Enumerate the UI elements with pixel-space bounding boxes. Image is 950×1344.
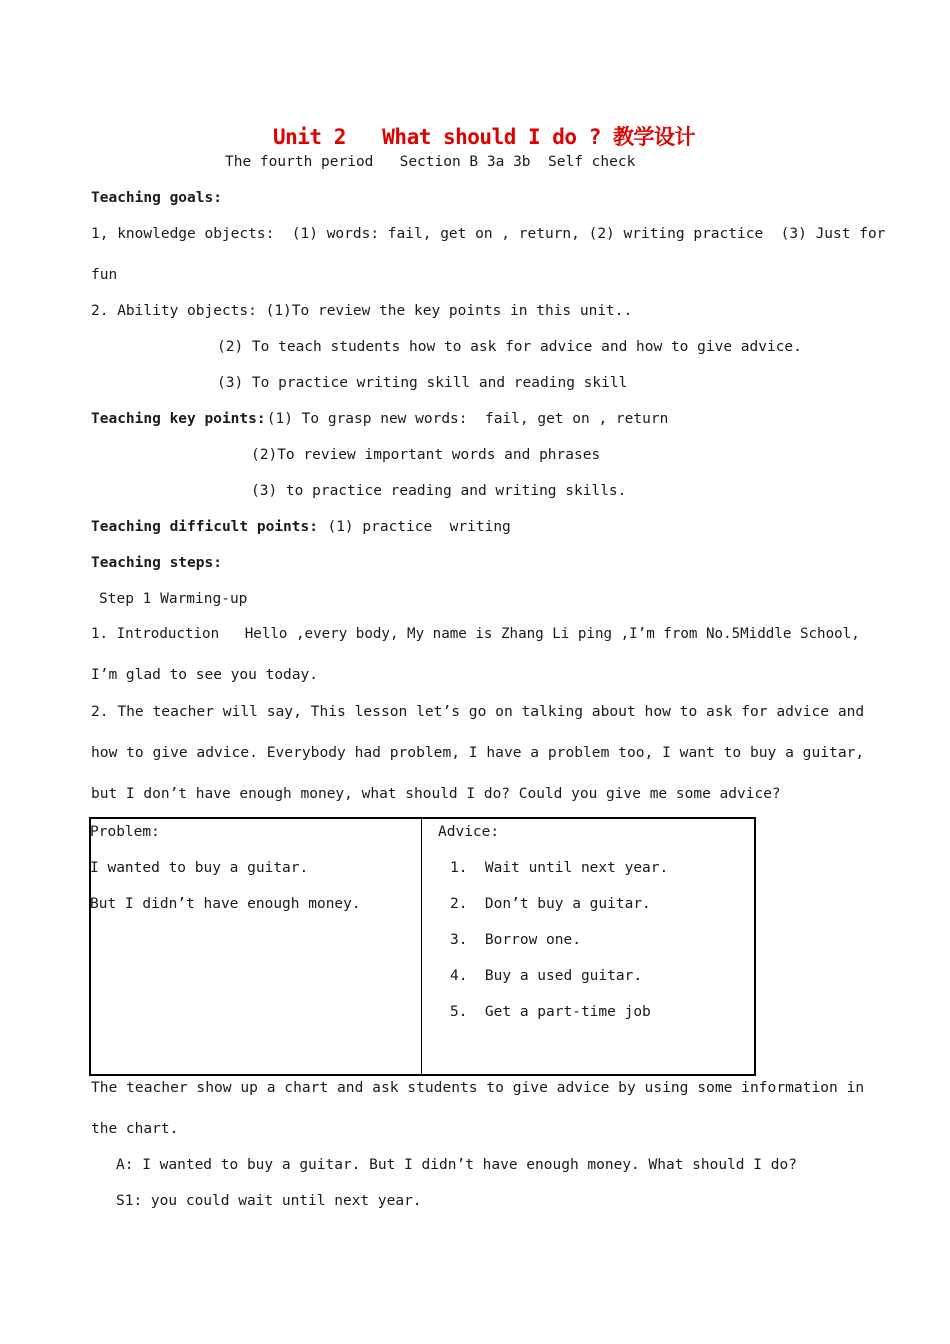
advice-heading: Advice: <box>438 824 500 840</box>
table-column-divider <box>421 819 422 1074</box>
problem-line: But I didn’t have enough money. <box>90 896 361 912</box>
dialog-line-s1: S1: you could wait until next year. <box>116 1193 422 1209</box>
problem-advice-table <box>89 817 756 1076</box>
dialog-line-a: A: I wanted to buy a guitar. But I didn’t have enough money. What should I do? <box>116 1157 797 1173</box>
goals-heading: Teaching goals: <box>91 190 222 206</box>
problem-line: I wanted to buy a guitar. <box>90 860 309 876</box>
after-table-line-1: The teacher show up a chart and ask students to give advice by using some information in <box>91 1079 865 1096</box>
difficult-points-text: (1) practice writing <box>310 519 511 535</box>
key-points-line-3: (3) to practice reading and writing skills. <box>251 483 627 499</box>
advice-item: 3. Borrow one. <box>450 932 581 948</box>
advice-item: 5. Get a part-time job <box>450 1004 651 1020</box>
goals-line-3: (2) To teach students how to ask for advice and how to give advice. <box>217 339 802 355</box>
key-points-line-2: (2)To review important words and phrases <box>251 447 601 463</box>
goals-line-4: (3) To practice writing skill and reading skill <box>217 375 628 391</box>
teacher-line-1: 2. The teacher will say, This lesson let’s go on talking about how to ask for advice and <box>91 703 865 720</box>
advice-item: 4. Buy a used guitar. <box>450 968 643 984</box>
advice-item: 2. Don’t buy a guitar. <box>450 896 651 912</box>
goals-line-1: 1, knowledge objects: (1) words: fail, get on , return, (2) writing practice (3) Just for <box>91 226 886 242</box>
teacher-line-2: how to give advice. Everybody had problem, I have a problem too, I want to buy a guitar, <box>91 744 865 761</box>
teacher-line-3: but I don’t have enough money, what should I do? Could you give me some advice? <box>91 786 781 802</box>
goals-line-2: 2. Ability objects: (1)To review the key points in this unit.. <box>91 303 633 319</box>
step-1-label: Step 1 Warming-up <box>99 591 248 607</box>
page-title: Unit 2 What should I do ? 教学设计 <box>273 125 696 149</box>
key-points-line-1: (1) To grasp new words: fail, get on , return <box>258 411 669 427</box>
intro-line-2: I’m glad to see you today. <box>91 667 318 683</box>
advice-item: 1. Wait until next year. <box>450 860 669 876</box>
problem-heading: Problem: <box>90 824 160 840</box>
difficult-points-heading: Teaching difficult points: <box>91 519 318 535</box>
after-table-line-2: the chart. <box>91 1121 179 1137</box>
goals-line-1-cont: fun <box>91 267 118 283</box>
page-subtitle: The fourth period Section B 3a 3b Self check <box>225 154 636 170</box>
key-points-heading: Teaching key points: <box>91 411 266 427</box>
steps-heading: Teaching steps: <box>91 555 222 571</box>
intro-line-1: 1. Introduction Hello ,every body, My name is Zhang Li ping ,I’m from No.5Middle School, <box>91 626 860 642</box>
